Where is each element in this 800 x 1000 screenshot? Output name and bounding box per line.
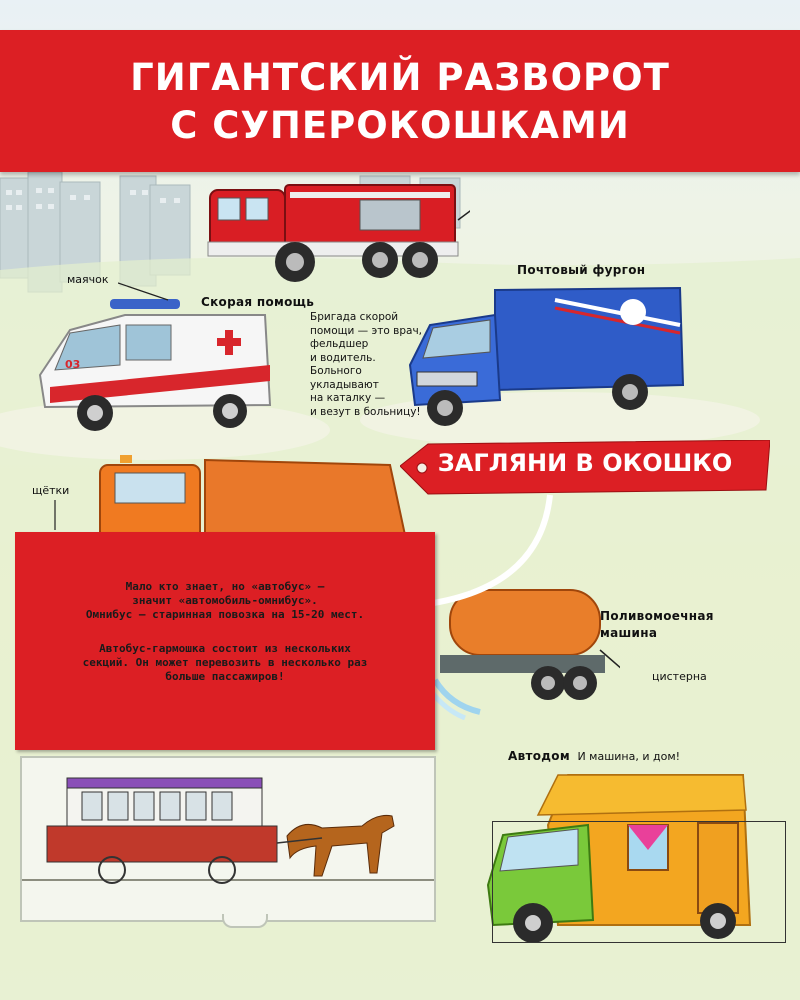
ambulance-text-line: фельдшер [310,338,369,350]
ambulance-icon [30,295,280,435]
ambulance-text-line: Больного [310,365,362,377]
window-tab[interactable] [222,914,268,928]
watering-truck-label-line: машина [600,626,658,640]
peek-window [20,756,436,922]
mail-van-icon [405,280,690,430]
title-banner [0,30,800,172]
panel-text-line: больше пассажиров! [165,670,285,683]
title-line-1: ГИГАНТСКИЙ РАЗВОРОТ [130,56,670,99]
ambulance-label: Скорая помощь [201,295,315,309]
ambulance-text-line: на каталку — [310,392,386,404]
ambulance-number: 03 [65,358,81,371]
fire-truck-icon [200,180,470,290]
panel-text-line: значит «автомобиль-омнибус». [132,594,318,607]
brushes-label: щётки [32,484,70,497]
ambulance-text-line: укладывают [310,378,379,391]
mail-van-label: Почтовый фургон [517,263,646,277]
title-line-2: С СУПЕРОКОШКАМИ [170,104,630,147]
panel-text-line: секций. Он может перевозить в несколько раз [82,656,368,669]
omnibus-paragraph-1 [55,580,395,622]
beacon-pointer-line [118,278,178,308]
watering-truck-label-line: Поливомоечная [600,609,714,623]
motorhome-caption: И машина, и дом! [577,750,681,763]
panel-text-line: Мало кто знает, но «автобус» — [125,580,325,593]
ambulance-description [310,311,422,419]
ambulance-text-line: и везут в больницу! [310,405,421,418]
ambulance-text-line: помощи — это врач, [310,324,422,337]
motorhome-label: Автодом [508,749,570,763]
peek-window-tag[interactable] [400,440,770,496]
panel-text-line: Омнибус — старинная повозка на 15-20 мест. [85,608,365,621]
brushes-pointer-line [50,500,60,532]
tag-text: ЗАГЛЯНИ В ОКОШКО [437,449,733,477]
watering-truck-label [600,608,714,642]
omnibus-info-panel[interactable] [15,532,435,750]
panel-text-line: Автобус-гармошка состоит из нескольких [99,642,351,655]
cutout-outline [492,821,786,943]
horse-omnibus-icon [22,758,434,920]
beacon-label: маячок [67,273,109,286]
ambulance-text-line: Бригада скорой [310,311,399,323]
ambulance-text-line: и водитель. [310,351,376,364]
motorhome-label-group [508,749,680,763]
tank-label: цистерна [652,670,707,683]
omnibus-paragraph-2 [55,642,395,684]
